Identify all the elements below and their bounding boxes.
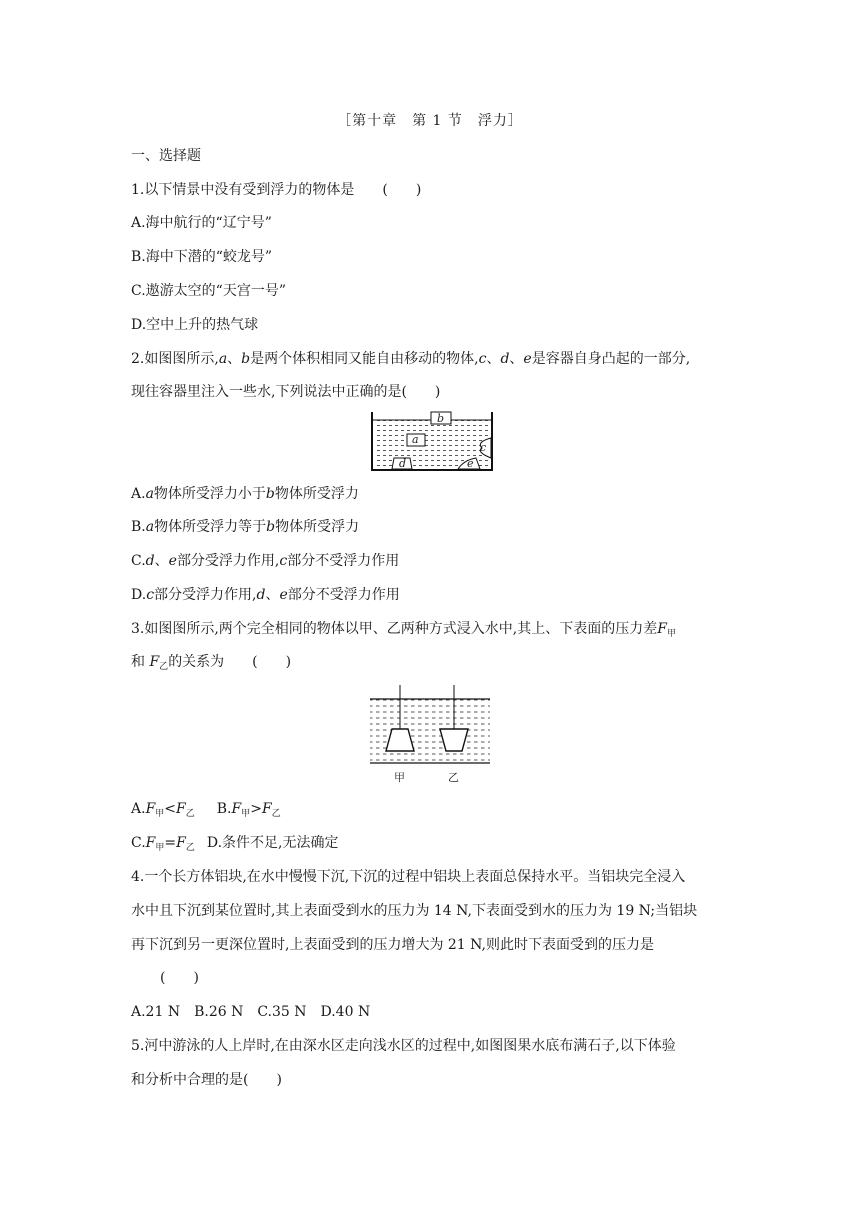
q5-line2: 和分析中合理的是( ) bbox=[131, 1072, 282, 1088]
q2-fig-label-e: e bbox=[467, 457, 474, 470]
q3-stem-line2: 和 $F_乙$的关系为 ( ) bbox=[131, 654, 292, 672]
q3-options-ab: $A.F_甲<F_乙$ $B.F_甲>F_乙$ bbox=[131, 801, 281, 819]
q2-fig-label-a: a bbox=[412, 433, 419, 446]
q2-option-c: C.d、e部分受浮力作用,c部分不受浮力作用 bbox=[131, 553, 400, 569]
q2-fig-label-c: c bbox=[480, 441, 487, 454]
q2-stem-line2: 现往容器里注入一些水,下列说法中正确的是( ) bbox=[131, 384, 441, 400]
q2-stem-line1: 2.如图图所示,a、b是两个体积相同又能自由移动的物体,c、d、e是容器自身凸起的一部分, bbox=[131, 351, 691, 367]
q4-line2: 水中且下沉到某位置时,其上表面受到水的压力为 14 N,下表面受到水的压力为 19 N;当铝块 bbox=[131, 903, 698, 919]
section-title: 一、选择题 bbox=[131, 148, 201, 164]
q3-immersion-figure bbox=[368, 685, 492, 785]
q4-line3: 再下沉到另一更深位置时,上表面受到的压力增大为 21 N,则此时下表面受到的压力是 bbox=[131, 937, 654, 953]
q4-line4: ( ) bbox=[160, 970, 199, 986]
chapter-title: ［第十章 第 1 节 浮力］ bbox=[337, 113, 523, 129]
q5-line1: 5.河中游泳的人上岸时,在由深水区走向浅水区的过程中,如图图果水底布满石子,以下体验 bbox=[131, 1038, 676, 1054]
q2-option-d: D.c部分受浮力作用,d、e部分不受浮力作用 bbox=[131, 587, 400, 603]
q2-option-b: B.a物体所受浮力等于b物体所受浮力 bbox=[131, 519, 360, 535]
q3-options-cd: $C.F_甲=F_乙$ D.条件不足,无法确定 bbox=[131, 835, 339, 853]
q3-fig-label-yi: 乙 bbox=[448, 771, 459, 784]
q2-option-a: A.a物体所受浮力小于b物体所受浮力 bbox=[131, 486, 359, 502]
q1-stem: 1.以下情景中没有受到浮力的物体是 ( ) bbox=[131, 182, 422, 198]
q4-options: A.21 N B.26 N C.35 N D.40 N bbox=[131, 1004, 371, 1020]
q2-container-figure bbox=[370, 408, 494, 472]
q2-fig-label-d: d bbox=[399, 457, 407, 470]
q1-option-b: B.海中下潜的“蛟龙号” bbox=[131, 249, 273, 265]
q2-fig-label-b: b bbox=[437, 412, 445, 425]
q4-line1: 4.一个长方体铝块,在水中慢慢下沉,下沉的过程中铝块上表面总保持水平。当铝块完全浸入 bbox=[131, 869, 686, 885]
q3-fig-label-jia: 甲 bbox=[394, 771, 405, 784]
q1-option-d: D.空中上升的热气球 bbox=[131, 317, 259, 333]
q1-option-a: A.海中航行的“辽宁号” bbox=[131, 215, 272, 231]
q1-option-c: C.遨游太空的“天宫一号” bbox=[131, 283, 286, 299]
q3-stem-line1: 3.如图图所示,两个完全相同的物体以甲、乙两种方式浸入水中,其上、下表面的压力差$F_甲$ bbox=[131, 621, 676, 639]
